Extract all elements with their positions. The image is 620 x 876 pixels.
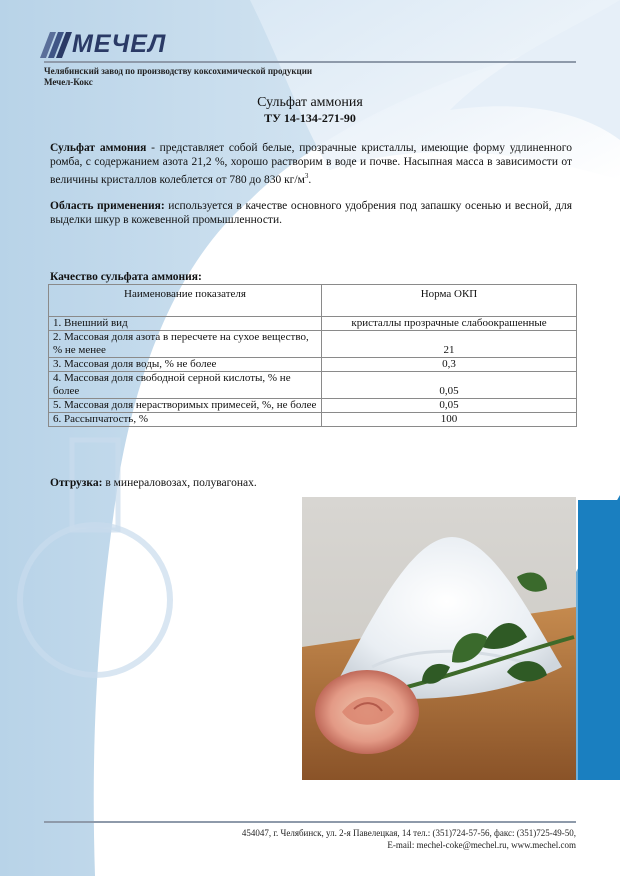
product-spec: ТУ 14-134-271-90 [264, 111, 356, 125]
row-indicator: 3. Массовая доля воды, % не более [49, 358, 322, 372]
footer-address: 454047, г. Челябинск, ул. 2-я Павелецкая, 14 тел.: (351)724-57-56, факс: (351)725-49-50, [241, 828, 576, 838]
application-text: используется в качестве основного удобрения под запашку осенью и весной, для выделки шкур в кожевенной промышленности. [50, 200, 572, 227]
product-photo [302, 497, 576, 780]
description-text: - представляет собой белые, прозрачные кристаллы, имеющие форму удлиненного ромба, с содержанием азота 21,2 %, хорошо растворим в воде и почве. Насыпная масса в зависимости от величины кристаллов колеблется от 780 до 830 кг/м [50, 142, 572, 187]
company-line-1: Челябинский завод по производству коксохимической продукции [44, 66, 313, 76]
table-row [49, 399, 577, 413]
table-row [49, 331, 577, 358]
product-description [50, 141, 572, 187]
table-row [49, 358, 577, 372]
row-indicator: 6. Рассыпчатость, % [49, 413, 322, 427]
description-end: . [308, 174, 312, 187]
company-name [44, 66, 312, 88]
product-title: Сульфат аммония [257, 95, 363, 110]
application-label: Область применения: [50, 200, 165, 212]
row-norm: 0,05 [322, 399, 577, 413]
footer-rule [44, 821, 576, 823]
row-indicator: 2. Массовая доля азота в пересчете на сухое вещество, % не менее [49, 331, 322, 358]
row-norm: 0,3 [322, 358, 577, 372]
table-row [49, 317, 577, 331]
quality-heading: Качество сульфата аммония: [50, 271, 202, 283]
description-term: Сульфат аммония [50, 142, 147, 154]
row-indicator: 1. Внешний вид [49, 317, 322, 331]
brand-logo-text: МЕЧЕЛ [72, 30, 167, 58]
company-line-2: Мечел-Кокс [44, 77, 93, 87]
header-rule [44, 61, 576, 63]
quality-table [48, 284, 577, 427]
shipping-line [50, 477, 257, 489]
row-indicator: 4. Массовая доля свободной серной кислоты, % не более [49, 372, 322, 399]
table-row [49, 413, 577, 427]
row-norm: 21 [322, 331, 577, 358]
table-row [49, 372, 577, 399]
shipping-text: в минераловозах, полувагонах. [102, 477, 257, 489]
application-paragraph [50, 199, 572, 227]
row-norm: 0,05 [322, 372, 577, 399]
table-header-norm: Норма ОКП [322, 285, 577, 317]
footer-contacts: E-mail: mechel-coke@mechel.ru, www.mechel.com [387, 840, 576, 850]
table-header-indicator: Наименование показателя [49, 285, 322, 317]
row-indicator: 5. Массовая доля нерастворимых примесей, %, не более [49, 399, 322, 413]
density-unit-superscript: 3 [304, 172, 309, 181]
row-norm: кристаллы прозрачные слабоокрашенные [322, 317, 577, 331]
row-norm: 100 [322, 413, 577, 427]
shipping-label: Отгрузка: [50, 477, 103, 489]
table-header-row [49, 285, 577, 317]
